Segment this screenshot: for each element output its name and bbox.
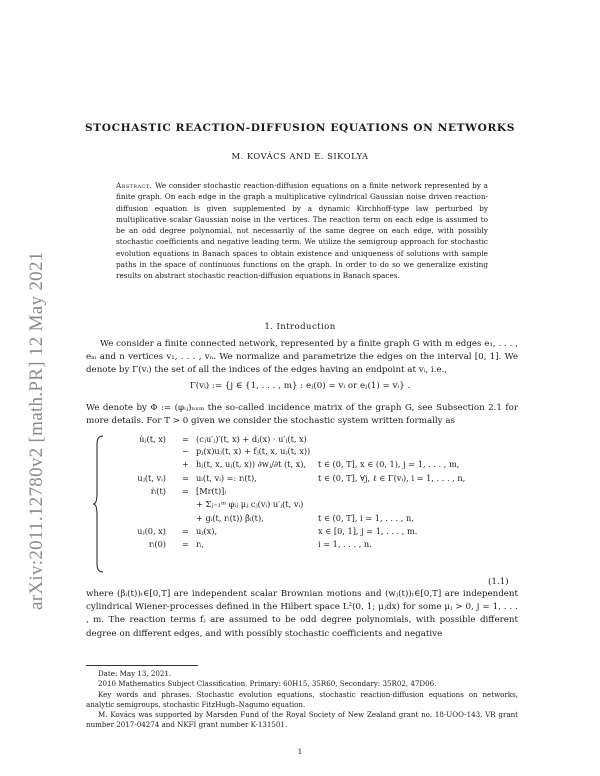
system-row: ṙᵢ(t) = [Mr(t)]ᵢ — [150, 486, 227, 496]
system-row: − pⱼ(x)uⱼ(t, x) + fⱼ(t, x, uⱼ(t, x)) — [182, 446, 311, 456]
intro-paragraph-2: We denote by Φ := (φᵢⱼ)ₙₓₘ the so-called incidence matrix of the graph G, see Subsection 2.1 for more details. For T > 0 given we consider the stochastic system written formally as — [86, 403, 518, 427]
section-heading: 1. Introduction — [264, 322, 336, 332]
footnote-funding: M. Kovács was supported by Marsden Fund of the Royal Society of New Zealand grant no. 18-UOO-143, VR grant number 2017-04274 and NKFI grant number K-131501. — [86, 710, 518, 730]
paper-authors: M. KOVÁCS AND E. SIKOLYA — [231, 151, 369, 161]
abstract — [116, 180, 488, 281]
page-number: 1 — [297, 747, 303, 756]
footnote-date: Date: May 13, 2021. — [98, 669, 172, 678]
arxiv-id-text: arXiv:2011.12780v2 [math.PR] 12 May 2021 — [26, 251, 47, 610]
system-row: + Σⱼ₌₁ᵐ φᵢⱼ μⱼ cⱼ(vᵢ) u′ⱼ(t, vᵢ) — [196, 499, 304, 509]
footnote-rule — [86, 665, 198, 666]
display-equation-gamma: Γ(vᵢ) := {j ∈ {1, . . . , m} : eⱼ(0) = vᵢ or eⱼ(1) = vᵢ} . — [189, 381, 411, 391]
footnotes — [86, 669, 518, 731]
intro-paragraph-3: where (βᵢ(t))ₜ∈[0,T] are independent scalar Brownian motions and (wⱼ(t))ₜ∈[0,T] are independent cylindrical Wiener-processes defined in the Hilbert space L²(0, 1; μⱼdx) for some μⱼ > 0, j = 1, . . . , m. The reaction terms fⱼ are assumed to be odd degree polynomials, with possible different degree on different edges, and with possibly stochastic coefficients and negative — [86, 589, 518, 639]
abstract-label: Abstract. — [116, 181, 153, 190]
equation-number: (1.1) — [488, 577, 509, 587]
system-row: + hⱼ(t, x, uⱼ(t, x)) ∂wⱼ/∂t (t, x), t ∈ (0, T], x ∈ (0, 1), j = 1, . . . , m, — [182, 459, 460, 469]
system-row: rᵢ(0) = rᵢ, i = 1, . . . , n. — [148, 539, 372, 549]
footnote-keywords: Key words and phrases. Stochastic evolution equations, stochastic reaction-diffusion equations on networks, analytic semigroups, stochastic FitzHugh–Nagumo equation. — [86, 689, 518, 709]
system-row: u̇ⱼ(t, x) = (cⱼu′ⱼ)′(t, x) + dⱼ(x) · u′ⱼ(t, x) — [139, 434, 307, 444]
abstract-text: We consider stochastic reaction-diffusion equations on a finite network represented by a finite graph. On each edge in the graph a multiplicative cylindrical Gaussian noise driven reaction-diffusion equation is given supplemented by a dynamic Kirchhoff-type law perturbed by multiplicative scalar Gaussian noise in the vertices. The reaction term on each edge is assumed to be an odd degree polynomial, not necessarily of the same degree on each edge, with possibly stochastic coefficients and negative leading term. We utilize the semigroup approach for stochastic evolution equations in Banach spaces to obtain existence and uniqueness of solutions with sample paths in the space of continuous functions on the graph. In order to do so we generalize existing results on abstract stochastic reaction-diffusion equations in Banach spaces. — [116, 181, 488, 280]
paper-title: STOCHASTIC REACTION-DIFFUSION EQUATIONS ON NETWORKS — [85, 122, 515, 134]
footnote-msc: 2010 Mathematics Subject Classification. Primary: 60H15, 35R60, Secondary: 35R02, 47D06. — [98, 679, 437, 689]
intro-paragraph-1: We consider a finite connected network, represented by a finite graph G with m edges e₁, . . . , eₘ and n vertices v₁, . . . , vₙ. We normalize and parametrize the edges on the interval [0, 1]. We denote by Γ(vᵢ) the set of all the indices of the edges having an endpoint at vᵢ, i.e., — [86, 339, 518, 376]
system-row: uⱼ(0, x) = uⱼ(x), x ∈ [0, 1], j = 1, . . . , m. — [137, 526, 418, 536]
system-row: + gᵢ(t, rᵢ(t)) β̇ᵢ(t), t ∈ (0, T], i = 1, . . . , n, — [196, 513, 414, 523]
system-row: uⱼ(t, vᵢ) = uᵢ(t, vᵢ) =: rᵢ(t), t ∈ (0, T], ∀j, ℓ ∈ Γ(vᵢ), i = 1, . . . , n, — [137, 473, 466, 483]
